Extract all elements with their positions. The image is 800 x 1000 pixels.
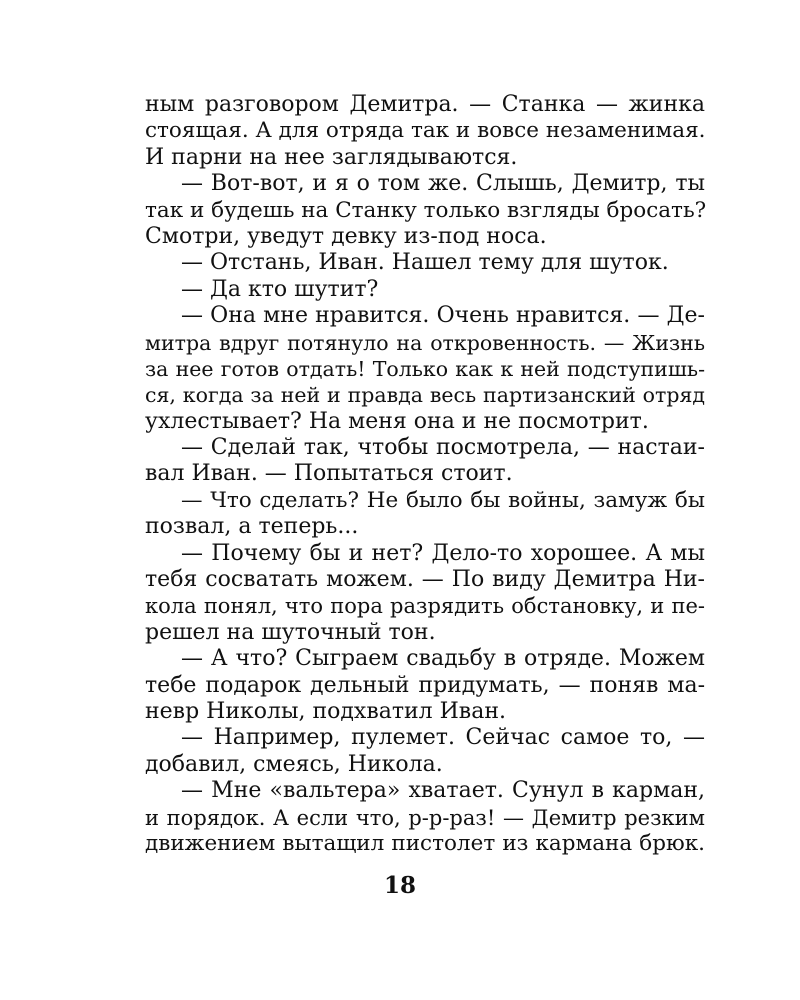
text-line: вал Иван. — Попытаться стоит. (145, 461, 513, 487)
text-line: ным разговором Демитра. — Станка — жинка (145, 92, 705, 117)
text-line: и порядок. А если что, р-р-раз! — Демитр резким (145, 805, 705, 830)
text-line: — Да кто шутит? (181, 276, 379, 302)
text-line: ухлестывает? На меня она и не посмотрит. (145, 408, 649, 434)
text-line: — Отстань, Иван. Нашел тему для шуток. (181, 250, 669, 276)
text-line: тебе подарок дельный придумать, — поняв ма- (145, 672, 705, 698)
text-line: — Почему бы и нет? Дело-то хорошее. А мы (181, 540, 705, 566)
text-line: И парни на нее заглядываются. (145, 144, 518, 170)
body-text (145, 92, 705, 857)
text-line: — Вот-вот, и я о том же. Слышь, Демитр, ты (181, 171, 705, 197)
text-line: ся, когда за ней и правда весь партизанский отряд (145, 383, 705, 408)
text-line: — Мне «вальтера» хватает. Сунул в карман, (181, 778, 705, 804)
page-number: 18 (383, 872, 416, 899)
text-line: движением вытащил пистолет из кармана брюк. (145, 830, 705, 856)
text-line: кола понял, что пора разрядить обстановку, и пе- (145, 594, 705, 619)
text-line: за нее готов отдать! Только как к ней подступишь- (145, 356, 705, 381)
text-line: — Что сделать? Не было бы войны, замуж бы (181, 487, 705, 513)
text-line: стоящая. А для отряда так и вовсе незаменимая. (145, 118, 706, 144)
text-line: так и будешь на Станку только взгляды бросать? (145, 197, 707, 223)
text-line: — Сделай так, чтобы посмотрела, — настаи- (181, 435, 705, 461)
text-line: Смотри, уведут девку из-под носа. (145, 223, 547, 249)
text-line: — Например, пулемет. Сейчас самое то, — (181, 725, 705, 751)
text-line: невр Николы, подхватил Иван. (145, 698, 506, 724)
text-line: решел на шуточный тон. (145, 619, 436, 645)
text-line: позвал, а теперь... (145, 514, 359, 540)
text-line: — Она мне нравится. Очень нравится. — Де- (181, 303, 705, 329)
text-line: тебя сосватать можем. — По виду Демитра Ни- (145, 567, 705, 593)
text-line: митра вдруг потянуло на откровенность. — Жизнь (145, 330, 705, 355)
text-line: добавил, смеясь, Никола. (145, 751, 443, 777)
text-line: — А что? Сыграем свадьбу в отряде. Можем (181, 646, 705, 672)
